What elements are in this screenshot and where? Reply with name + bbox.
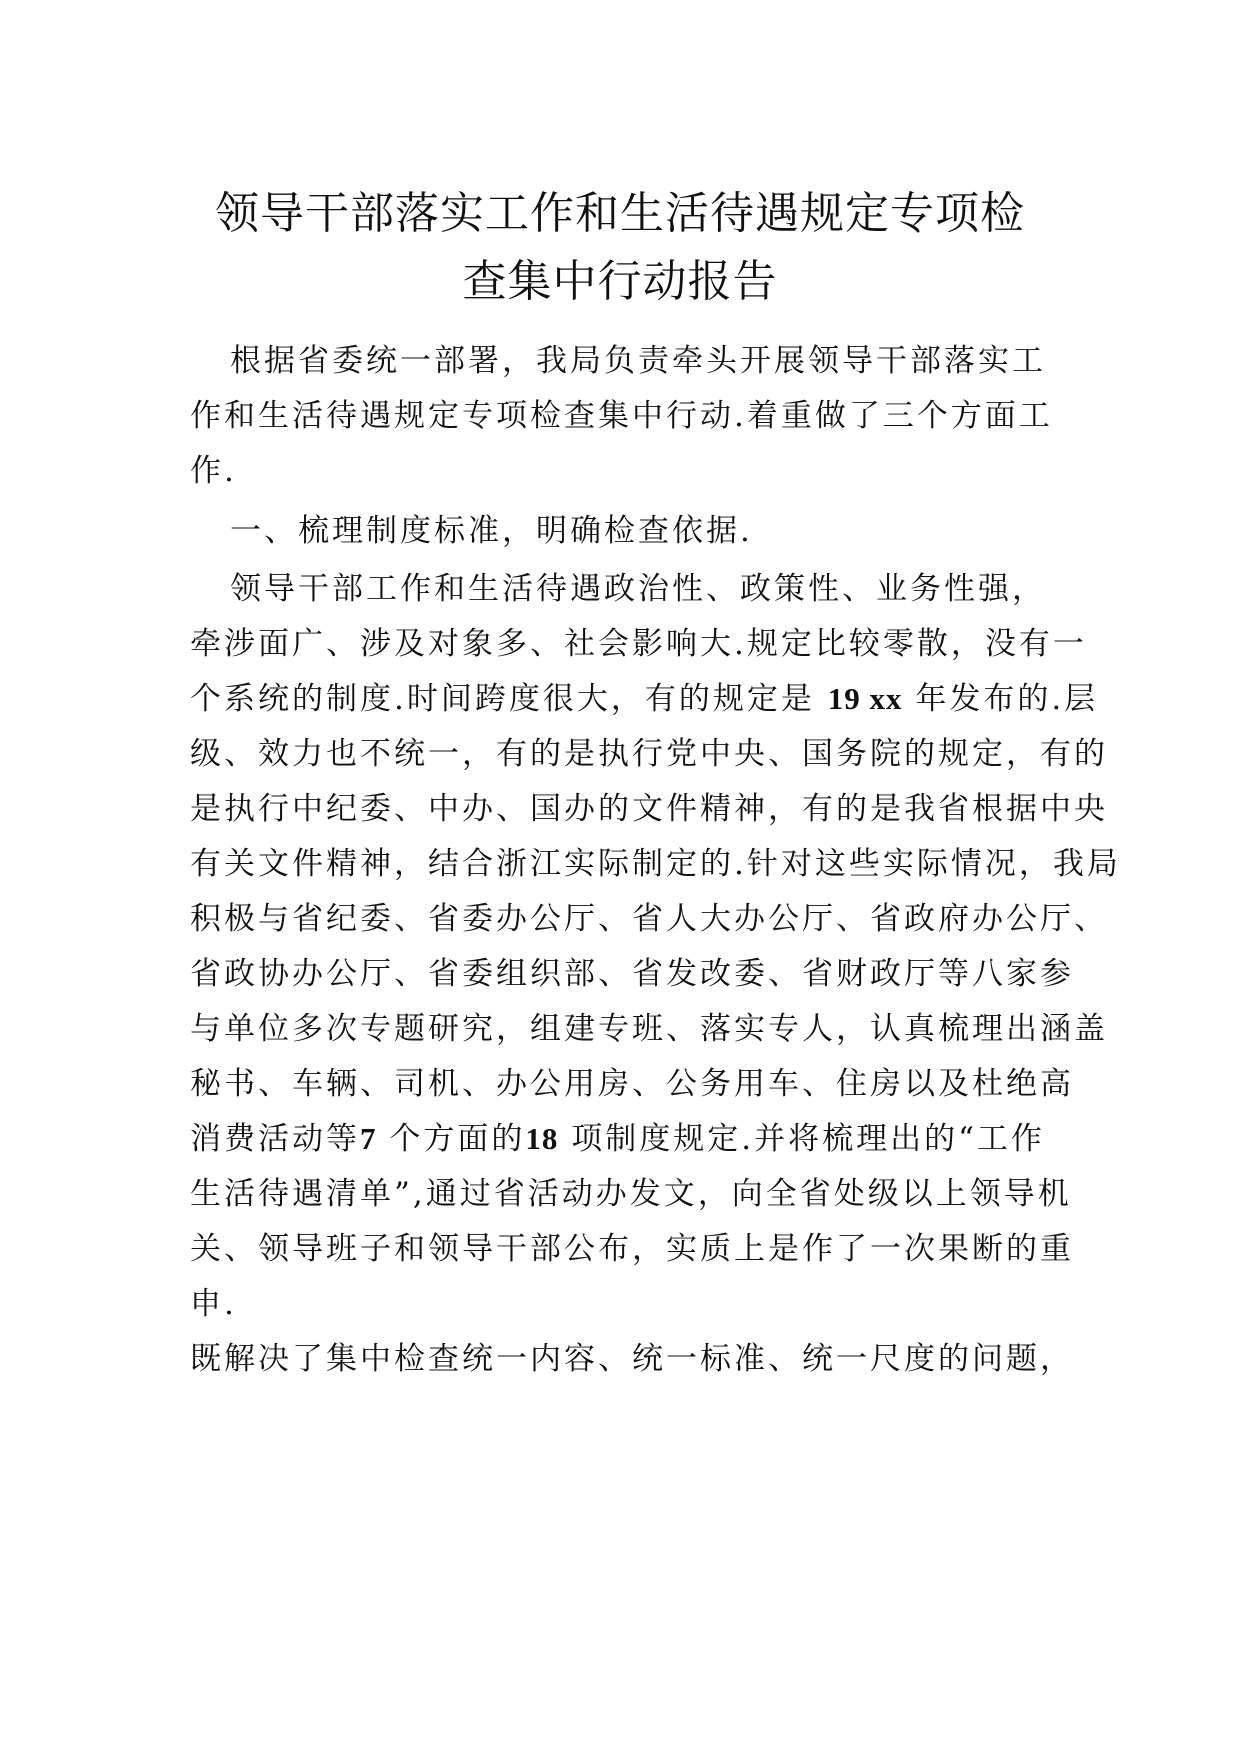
line3-text: 个系统的制度.时间跨度很大，有的规定是 (190, 681, 815, 717)
line11-text: 消费活动等 (190, 1121, 360, 1157)
section-heading-1: 一、梳理制度标准，明确检查依据. (230, 513, 753, 549)
paragraph-1-line-1: 根据省委统一部署，我局负责牵头开展领导干部落实工 (230, 343, 1046, 379)
line11-mid: 个方面的 (389, 1121, 526, 1157)
paragraph-3-line-13: 关、领导班子和领导干部公布，实质上是作了一次果断的重 (190, 1231, 1074, 1267)
paragraph-3-line-14: 申. (190, 1286, 237, 1322)
paragraph-3-line-8: 省政协办公厅、省委组织部、省发改委、省财政厅等八家参 (190, 956, 1074, 992)
paragraph-3-line-7: 积极与省纪委、省委办公厅、省人大办公厅、省政府办公厅、 (190, 901, 1108, 937)
document-title (150, 180, 1090, 316)
paragraph-3-line-3 (190, 673, 1098, 718)
paragraph-3-line-5: 是执行中纪委、中办、国办的文件精神，有的是我省根据中央 (190, 791, 1108, 827)
paragraph-1-line-2: 作和生活待遇规定专项检查集中行动.着重做了三个方面工 (190, 398, 1053, 434)
paragraph-4-line-1: 既解决了集中检查统一内容、统一标准、统一尺度的问题， (190, 1341, 1074, 1377)
title-line-1: 领导干部落实工作和生活待遇规定专项检 (215, 188, 1025, 239)
line3-tail: 年发布的.层 (915, 681, 1099, 717)
paragraph-3-line-11 (190, 1113, 1045, 1158)
line11-tail: 项制度规定.并将梳理出的“工作 (571, 1121, 1045, 1157)
paragraph-3-line-9: 与单位多次专题研究，组建专班、落实专人，认真梳理出涵盖 (190, 1011, 1108, 1047)
paragraph-3-line-4: 级、效力也不统一，有的是执行党中央、国务院的规定，有的 (190, 736, 1108, 772)
count-rules: 18 (525, 1121, 559, 1156)
paragraph-3-line-2: 牵涉面广、涉及对象多、社会影响大.规定比较零散，没有一 (190, 626, 1087, 662)
year-value: 19 xx (827, 681, 903, 716)
paragraph-3-line-12: 生活待遇清单”,通过省活动办发文，向全省处级以上领导机 (190, 1176, 1072, 1212)
paragraph-3-line-6: 有关文件精神，结合浙江实际制定的.针对这些实际情况，我局 (190, 846, 1121, 882)
count-aspects: 7 (360, 1121, 377, 1156)
paragraph-3-line-10: 秘书、车辆、司机、办公用房、公务用车、住房以及杜绝高 (190, 1066, 1074, 1102)
title-line-2: 查集中行动报告 (462, 256, 778, 307)
paragraph-1-line-3: 作. (190, 453, 237, 489)
paragraph-3-line-1: 领导干部工作和生活待遇政治性、政策性、业务性强， (230, 571, 1046, 607)
